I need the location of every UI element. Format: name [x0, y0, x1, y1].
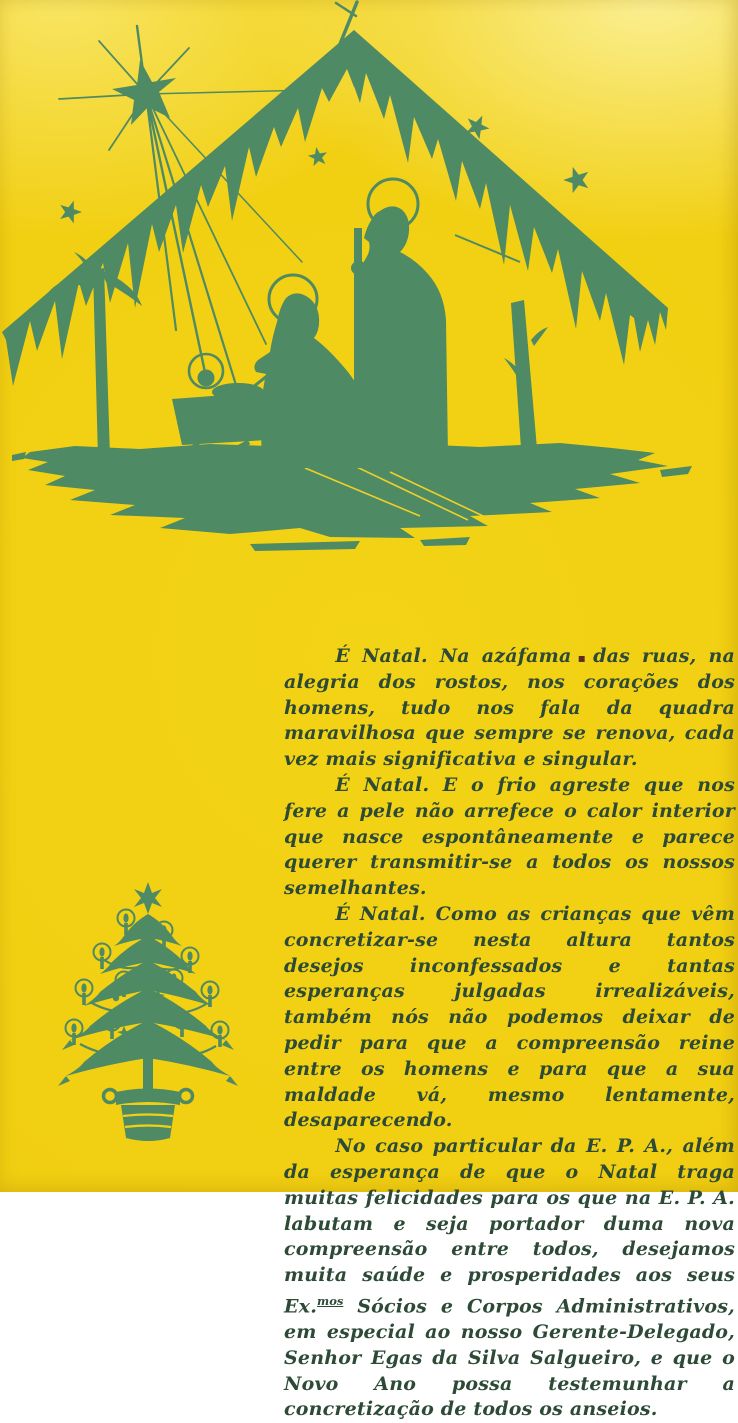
- paragraph-text: Sócios e Corpos Administrativos, em especial ao nosso Gerente-Delegado, Senhor Egas da Silva Salgueiro, e que o Novo Ano possa testemunhar a concretização de todos os anseios.: [284, 1295, 735, 1421]
- christmas-tree-illustration: [58, 880, 238, 1150]
- right-support-pole: [504, 300, 548, 463]
- superscript-abbreviation: mos: [317, 1293, 344, 1308]
- tree-top-star-icon: [134, 882, 162, 914]
- tree-pot: [104, 1089, 193, 1142]
- greeting-paragraph-4: [284, 1134, 735, 1423]
- joseph-hand: [351, 261, 367, 275]
- greeting-paragraph-1: [284, 644, 735, 773]
- pot-handle-right: [180, 1090, 193, 1103]
- greeting-paragraph-3: [284, 902, 735, 1134]
- child-head: [198, 370, 215, 387]
- pot-handle-left: [104, 1090, 117, 1103]
- paragraph-text: É Natal. Na azáfama: [335, 645, 572, 667]
- nativity-illustration: [0, 0, 738, 560]
- print-mark: ▪: [572, 651, 592, 665]
- paragraph-text: É Natal. Como as crianças que vêm concretizar-se nesta altura tantos desejos inconfessados e tantas esperanças julgadas irrealizáveis, também nós não podemos deixar de pedir para que a compreensão reine entre os homens e para que a sua maldade vá, mesmo lentamente, desaparecendo.: [284, 902, 735, 1132]
- star-of-bethlehem-icon: [112, 60, 176, 125]
- greeting-text: [284, 644, 735, 1423]
- paragraph-text: É Natal. E o frio agreste que nos fere a pele não arrefece o calor interior que nasce espontâneamente e parece querer transmitir-se a todos os nossos semelhantes.: [284, 773, 735, 900]
- paragraph-text: das ruas, na alegria dos rostos, nos corações dos homens, tudo nos fala da quadra maravilhosa que sempre se renova, cada vez mais significativa e singular.: [284, 645, 735, 771]
- paragraph-text: No caso particular da E. P. A., além da esperança de que o Natal traga muitas felicidades para os que na E. P. A. labutam e seja portador duma nova compreensão entre todos, desejamos muita saúde e prosperidades aos seus Ex.: [284, 1135, 735, 1318]
- joseph-figure: [351, 179, 448, 456]
- greeting-paragraph-2: [284, 773, 735, 902]
